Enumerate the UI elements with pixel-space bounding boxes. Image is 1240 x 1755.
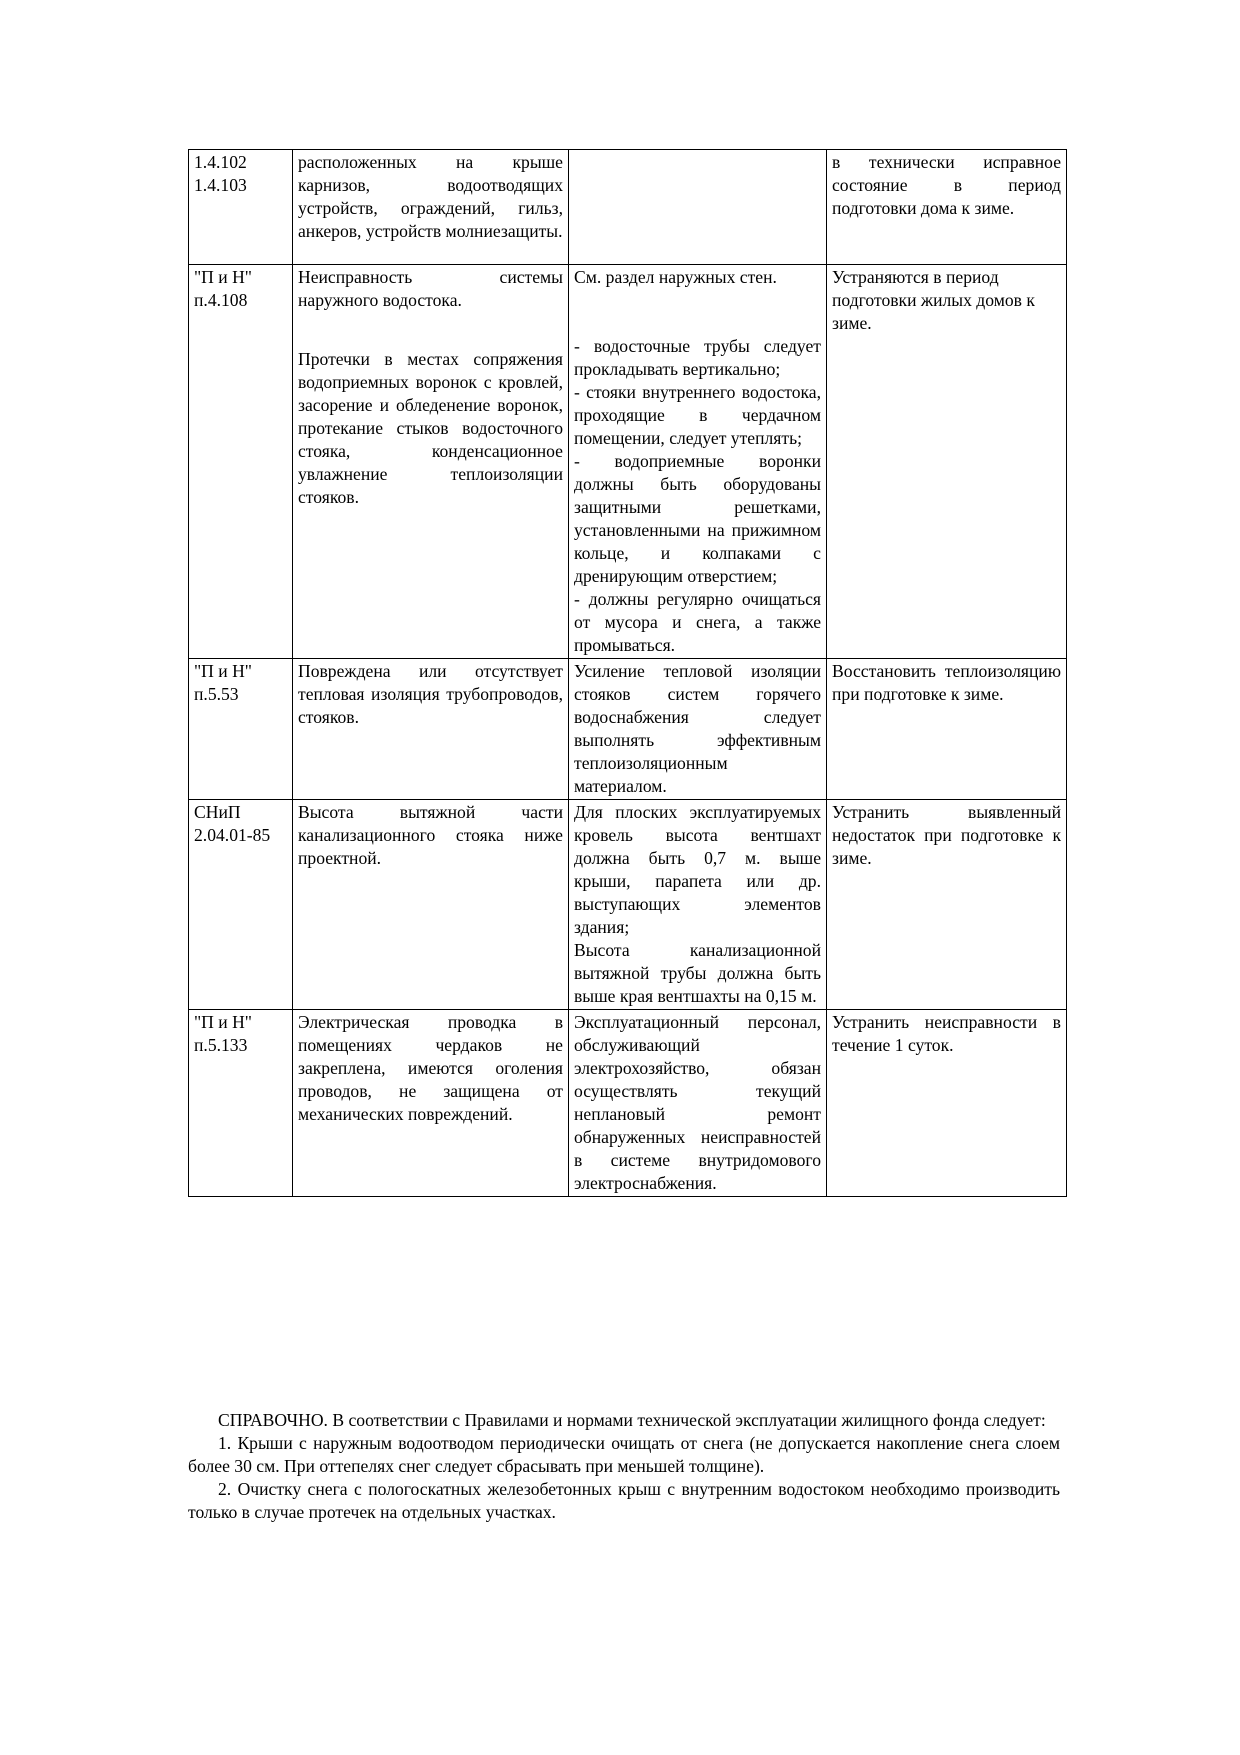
ref-cell: СНиП 2.04.01-85	[189, 800, 293, 1010]
deadline-cell: Устраняются в период подготовки жилых домов к зиме.	[827, 265, 1067, 659]
table-row	[189, 150, 1067, 265]
table-row	[189, 265, 1067, 659]
deadline-cell: в технически исправное состояние в период подготовки дома к зиме.	[827, 150, 1067, 265]
notes-item-1: 1. Крыши с наружным водоотводом периодически очищать от снега (не допускается накопление снега слоем более 30 см. При оттепелях снег следует сбрасывать при меньшей толщине).	[188, 1433, 1060, 1476]
deadline-cell: Устранить неисправности в течение 1 суток.	[827, 1010, 1067, 1197]
measure-cell	[569, 150, 827, 265]
table-row	[189, 1010, 1067, 1197]
defect-cell: Электрическая проводка в помещениях чердаков не закреплена, имеются оголения проводов, не защищена от механических повреждений.	[293, 1010, 569, 1197]
notes-intro: СПРАВОЧНО. В соответствии с Правилами и нормами технической эксплуатации жилищного фонда следует:	[218, 1410, 1046, 1430]
measure-cell: Эксплуатационный персонал, обслуживающий электрохозяйство, обязан осуществлять текущий неплановый ремонт обнаруженных неисправностей в системе внутридомового электроснабжения.	[569, 1010, 827, 1197]
defect-cell: расположенных на крыше карнизов, водоотводящих устройств, ограждений, гильз, анкеров, устройств молниезащиты.	[293, 150, 569, 265]
ref-cell: 1.4.102 1.4.103	[189, 150, 293, 265]
ref-cell: "П и Н" п.5.53	[189, 659, 293, 800]
deadline-cell: Восстановить теплоизоляцию при подготовке к зиме.	[827, 659, 1067, 800]
defects-table	[188, 149, 1067, 1197]
document-page	[188, 149, 1066, 1197]
table-row	[189, 659, 1067, 800]
measure-cell: См. раздел наружных стен. - водосточные трубы следует прокладывать вертикально; - стояки внутреннего водостока, проходящие в чердачном помещении, следует утеплять; - водоприемные воронки должны быть оборудованы защитными решетками, установленными на прижимном кольце, и колпаками с дренирующим отверстием; - должны регулярно очищаться от мусора и снега, а также промываться.	[569, 265, 827, 659]
deadline-cell: Устранить выявленный недостаток при подготовке к зиме.	[827, 800, 1067, 1010]
measure-cell: Усиление тепловой изоляции стояков систем горячего водоснабжения следует выполнять эффективным теплоизоляционным материалом.	[569, 659, 827, 800]
reference-notes	[188, 1409, 1060, 1524]
ref-cell: "П и Н" п.5.133	[189, 1010, 293, 1197]
defect-cell: Повреждена или отсутствует тепловая изоляция трубопроводов, стояков.	[293, 659, 569, 800]
ref-cell: "П и Н" п.4.108	[189, 265, 293, 659]
defect-cell: Высота вытяжной части канализационного стояка ниже проектной.	[293, 800, 569, 1010]
table-row	[189, 800, 1067, 1010]
defect-cell: Неисправность системы наружного водостока. Протечки в местах сопряжения водоприемных воронок с кровлей, засорение и обледенение воронок, протекание стыков водосточного стояка, конденсационное увлажнение теплоизоляции стояков.	[293, 265, 569, 659]
notes-item-2: 2. Очистку снега с пологоскатных железобетонных крыш с внутренним водостоком необходимо производить только в случае протечек на отдельных участках.	[188, 1479, 1060, 1522]
measure-cell: Для плоских эксплуатируемых кровель высота вентшахт должна быть 0,7 м. выше крыши, парапета или др. выступающих элементов здания; Высота канализационной вытяжной трубы должна быть выше края вентшахты на 0,15 м.	[569, 800, 827, 1010]
